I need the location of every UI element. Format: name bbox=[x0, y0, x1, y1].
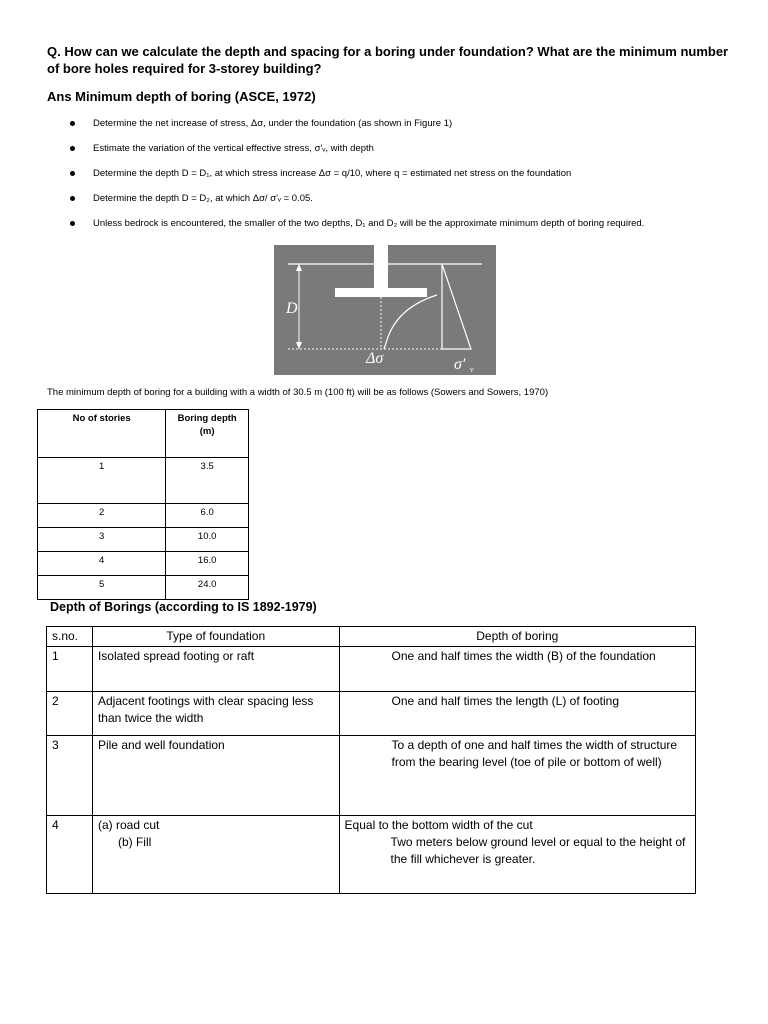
stress-depth-figure bbox=[274, 245, 496, 375]
depth-cell: 10.0 bbox=[166, 528, 249, 552]
depth-cell: 24.0 bbox=[166, 576, 249, 600]
table-header-row bbox=[47, 627, 696, 647]
bullet-text: Determine the depth D = D₁, at which stress increase Δσ = q/10, where q = estimated net stress on the foundation bbox=[93, 168, 572, 179]
sno-cell: 3 bbox=[47, 736, 93, 816]
table-row bbox=[47, 816, 696, 894]
bullet-item bbox=[70, 167, 760, 192]
bullet-dot-icon bbox=[70, 196, 75, 201]
answer-heading: Ans Minimum depth of boring (ASCE, 1972) bbox=[47, 89, 316, 104]
table-row bbox=[38, 458, 249, 504]
header-no-of-stories: No of stories bbox=[38, 410, 166, 458]
is-code-heading: Depth of Borings (according to IS 1892-1979) bbox=[50, 600, 317, 614]
sno-cell: 1 bbox=[47, 647, 93, 692]
bullet-dot-icon bbox=[70, 146, 75, 151]
table-row bbox=[47, 736, 696, 816]
boring-depth-cell: One and half times the length (L) of footing bbox=[339, 692, 695, 736]
table-row bbox=[47, 647, 696, 692]
table-row bbox=[38, 576, 249, 600]
depth-cell: 3.5 bbox=[166, 458, 249, 504]
stories-cell: 4 bbox=[38, 552, 166, 576]
boring-depth-cell bbox=[339, 816, 695, 894]
table-row bbox=[38, 552, 249, 576]
header-depth-of-boring: Depth of boring bbox=[339, 627, 695, 647]
stories-cell: 5 bbox=[38, 576, 166, 600]
label-d: D bbox=[286, 300, 298, 317]
question-text: Q. How can we calculate the depth and spacing for a boring under foundation? What are the minimum number of bore holes required for 3-storey building? bbox=[47, 44, 729, 76]
sowers-note: The minimum depth of boring for a building with a width of 30.5 m (100 ft) will be as follows (Sowers and Sowers, 1970) bbox=[47, 387, 549, 398]
bullet-text: Determine the depth D = D₂, at which Δσ/ σ'ᵥ = 0.05. bbox=[93, 193, 313, 204]
table-row bbox=[38, 504, 249, 528]
label-delta-sigma: Δσ bbox=[366, 350, 384, 367]
depth-cell: 16.0 bbox=[166, 552, 249, 576]
foundation-type-cell: Adjacent footings with clear spacing less than twice the width bbox=[92, 692, 339, 736]
boring-depth-cell: One and half times the width (B) of the foundation bbox=[339, 647, 695, 692]
header-type-of-foundation: Type of foundation bbox=[92, 627, 339, 647]
foundation-type-cell bbox=[92, 816, 339, 894]
bullet-dot-icon bbox=[70, 221, 75, 226]
bullet-item bbox=[70, 192, 760, 217]
boring-depth-fill: Two meters below ground level or equal to the height of the fill whichever is greater. bbox=[390, 835, 686, 866]
label-sigma-v-subscript: v bbox=[470, 365, 474, 374]
header-sno: s.no. bbox=[47, 627, 93, 647]
boring-depth-road-cut: Equal to the bottom width of the cut bbox=[344, 818, 533, 832]
is-code-table bbox=[46, 626, 696, 894]
foundation-type-fill: (b) Fill bbox=[117, 835, 152, 849]
table-header-row bbox=[38, 410, 249, 458]
footing-base bbox=[335, 288, 427, 297]
bullet-dot-icon bbox=[70, 121, 75, 126]
table-row bbox=[38, 528, 249, 552]
bullet-text: Determine the net increase of stress, Δσ, under the foundation (as shown in Figure 1) bbox=[93, 118, 453, 129]
boring-depth-table bbox=[37, 409, 249, 600]
sno-cell: 4 bbox=[47, 816, 93, 894]
sno-cell: 2 bbox=[47, 692, 93, 736]
footing-column bbox=[374, 245, 388, 289]
bullet-item bbox=[70, 117, 760, 142]
label-sigma-v: σ′ bbox=[454, 356, 466, 373]
bullet-item bbox=[70, 217, 760, 242]
foundation-type-cell: Pile and well foundation bbox=[92, 736, 339, 816]
stories-cell: 1 bbox=[38, 458, 166, 504]
bullet-text: Estimate the variation of the vertical effective stress, σ'ᵥ, with depth bbox=[93, 143, 374, 154]
bullet-list bbox=[70, 117, 760, 242]
header-boring-depth: Boring depth (m) bbox=[166, 410, 249, 458]
foundation-type-cell: Isolated spread footing or raft bbox=[92, 647, 339, 692]
bullet-item bbox=[70, 142, 760, 167]
bullet-text: Unless bedrock is encountered, the smaller of the two depths, D₁ and D₂ will be the approximate minimum depth of boring required. bbox=[93, 218, 645, 229]
depth-cell: 6.0 bbox=[166, 504, 249, 528]
stories-cell: 2 bbox=[38, 504, 166, 528]
bullet-dot-icon bbox=[70, 171, 75, 176]
stories-cell: 3 bbox=[38, 528, 166, 552]
table-row bbox=[47, 692, 696, 736]
foundation-type-road-cut: (a) road cut bbox=[97, 818, 160, 832]
boring-depth-cell: To a depth of one and half times the width of structure from the bearing level (toe of pile or bottom of well) bbox=[339, 736, 695, 816]
